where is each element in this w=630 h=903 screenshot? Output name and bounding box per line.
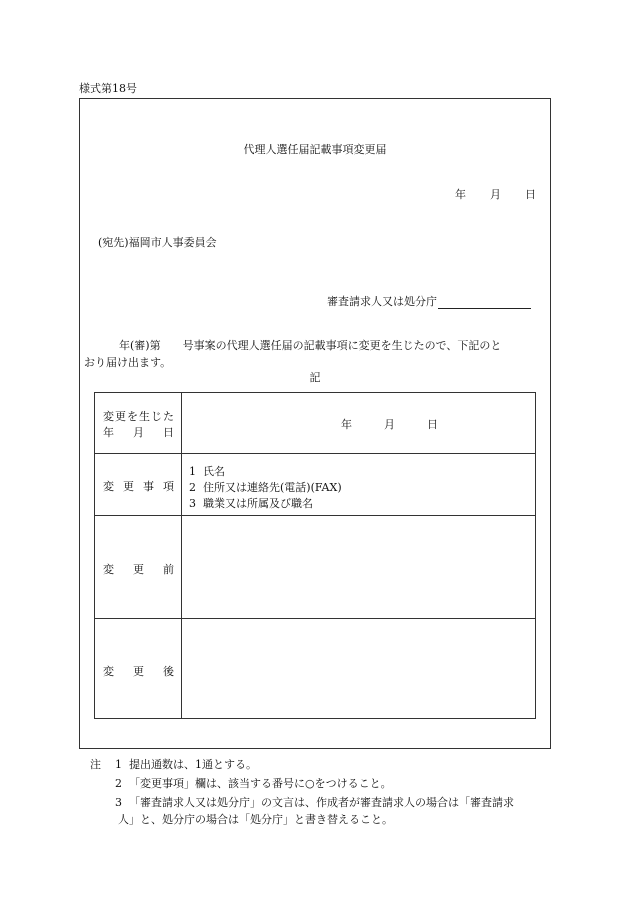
note-1: 注 1 提出通数は、1通とする。 bbox=[90, 758, 257, 771]
after-change-label-cell bbox=[95, 619, 182, 718]
change-item-option[interactable]: 1 氏名 bbox=[189, 465, 225, 478]
form-number: 様式第18号 bbox=[79, 82, 137, 95]
ki-heading: 記 bbox=[309, 371, 321, 384]
change-table bbox=[94, 392, 536, 719]
before-change-label: 変 更 前 bbox=[103, 563, 174, 576]
change-date-label-cell bbox=[95, 393, 182, 453]
table-row-before-change bbox=[95, 515, 535, 618]
change-items-value-cell bbox=[182, 454, 535, 515]
table-row-change-date bbox=[95, 393, 535, 453]
document-title: 代理人選任届記載事項変更届 bbox=[243, 143, 387, 156]
date-month-label: 月 bbox=[490, 188, 501, 201]
date-day-label: 日 bbox=[525, 188, 536, 201]
change-items-label-cell bbox=[95, 454, 182, 515]
body-text-line-1 bbox=[119, 337, 501, 353]
change-date-label-line-2: 年 月 日 bbox=[103, 426, 174, 439]
table-row-change-items bbox=[95, 453, 535, 515]
after-change-value-cell[interactable] bbox=[182, 619, 535, 718]
notes-prefix: 注 bbox=[90, 758, 101, 771]
before-change-value-cell[interactable] bbox=[182, 516, 535, 618]
change-date-value: 年 月 日 bbox=[341, 418, 438, 431]
date-year-label: 年 bbox=[455, 188, 466, 201]
applicant-label: 審査請求人又は処分庁 bbox=[327, 295, 437, 308]
note-2: 2 「変更事項」欄は、該当する番号に○をつけること。 bbox=[115, 777, 392, 790]
note-3: 3 「審査請求人又は処分庁」の文言は、作成者が審査請求人の場合は「審査請求 bbox=[115, 796, 514, 809]
table-row-after-change bbox=[95, 618, 535, 718]
applicant-line bbox=[327, 293, 531, 309]
applicant-name-blank[interactable] bbox=[438, 296, 531, 309]
body-text-rest: 号事案の代理人選任届の記載事項に変更を生じたので、下記のと bbox=[182, 339, 502, 352]
change-item-option[interactable]: 2 住所又は連絡先(電話)(FAX) bbox=[189, 481, 342, 494]
case-year-label: 年(審)第 bbox=[119, 339, 161, 352]
after-change-label: 変 更 後 bbox=[103, 665, 174, 678]
addressee: (宛先)福岡市人事委員会 bbox=[98, 236, 217, 249]
change-date-value-cell[interactable] bbox=[182, 393, 535, 453]
change-date-label-line-1: 変 更 を 生 じ た bbox=[103, 410, 174, 423]
submission-date bbox=[455, 186, 536, 202]
body-text-line-2: おり届け出ます。 bbox=[84, 356, 172, 369]
note-3-continuation: 人」と、処分庁の場合は「処分庁」と書き替えること。 bbox=[118, 813, 393, 826]
change-items-label: 変 更 事 項 bbox=[103, 480, 174, 493]
before-change-label-cell bbox=[95, 516, 182, 618]
change-item-option[interactable]: 3 職業又は所属及び職名 bbox=[189, 497, 313, 510]
